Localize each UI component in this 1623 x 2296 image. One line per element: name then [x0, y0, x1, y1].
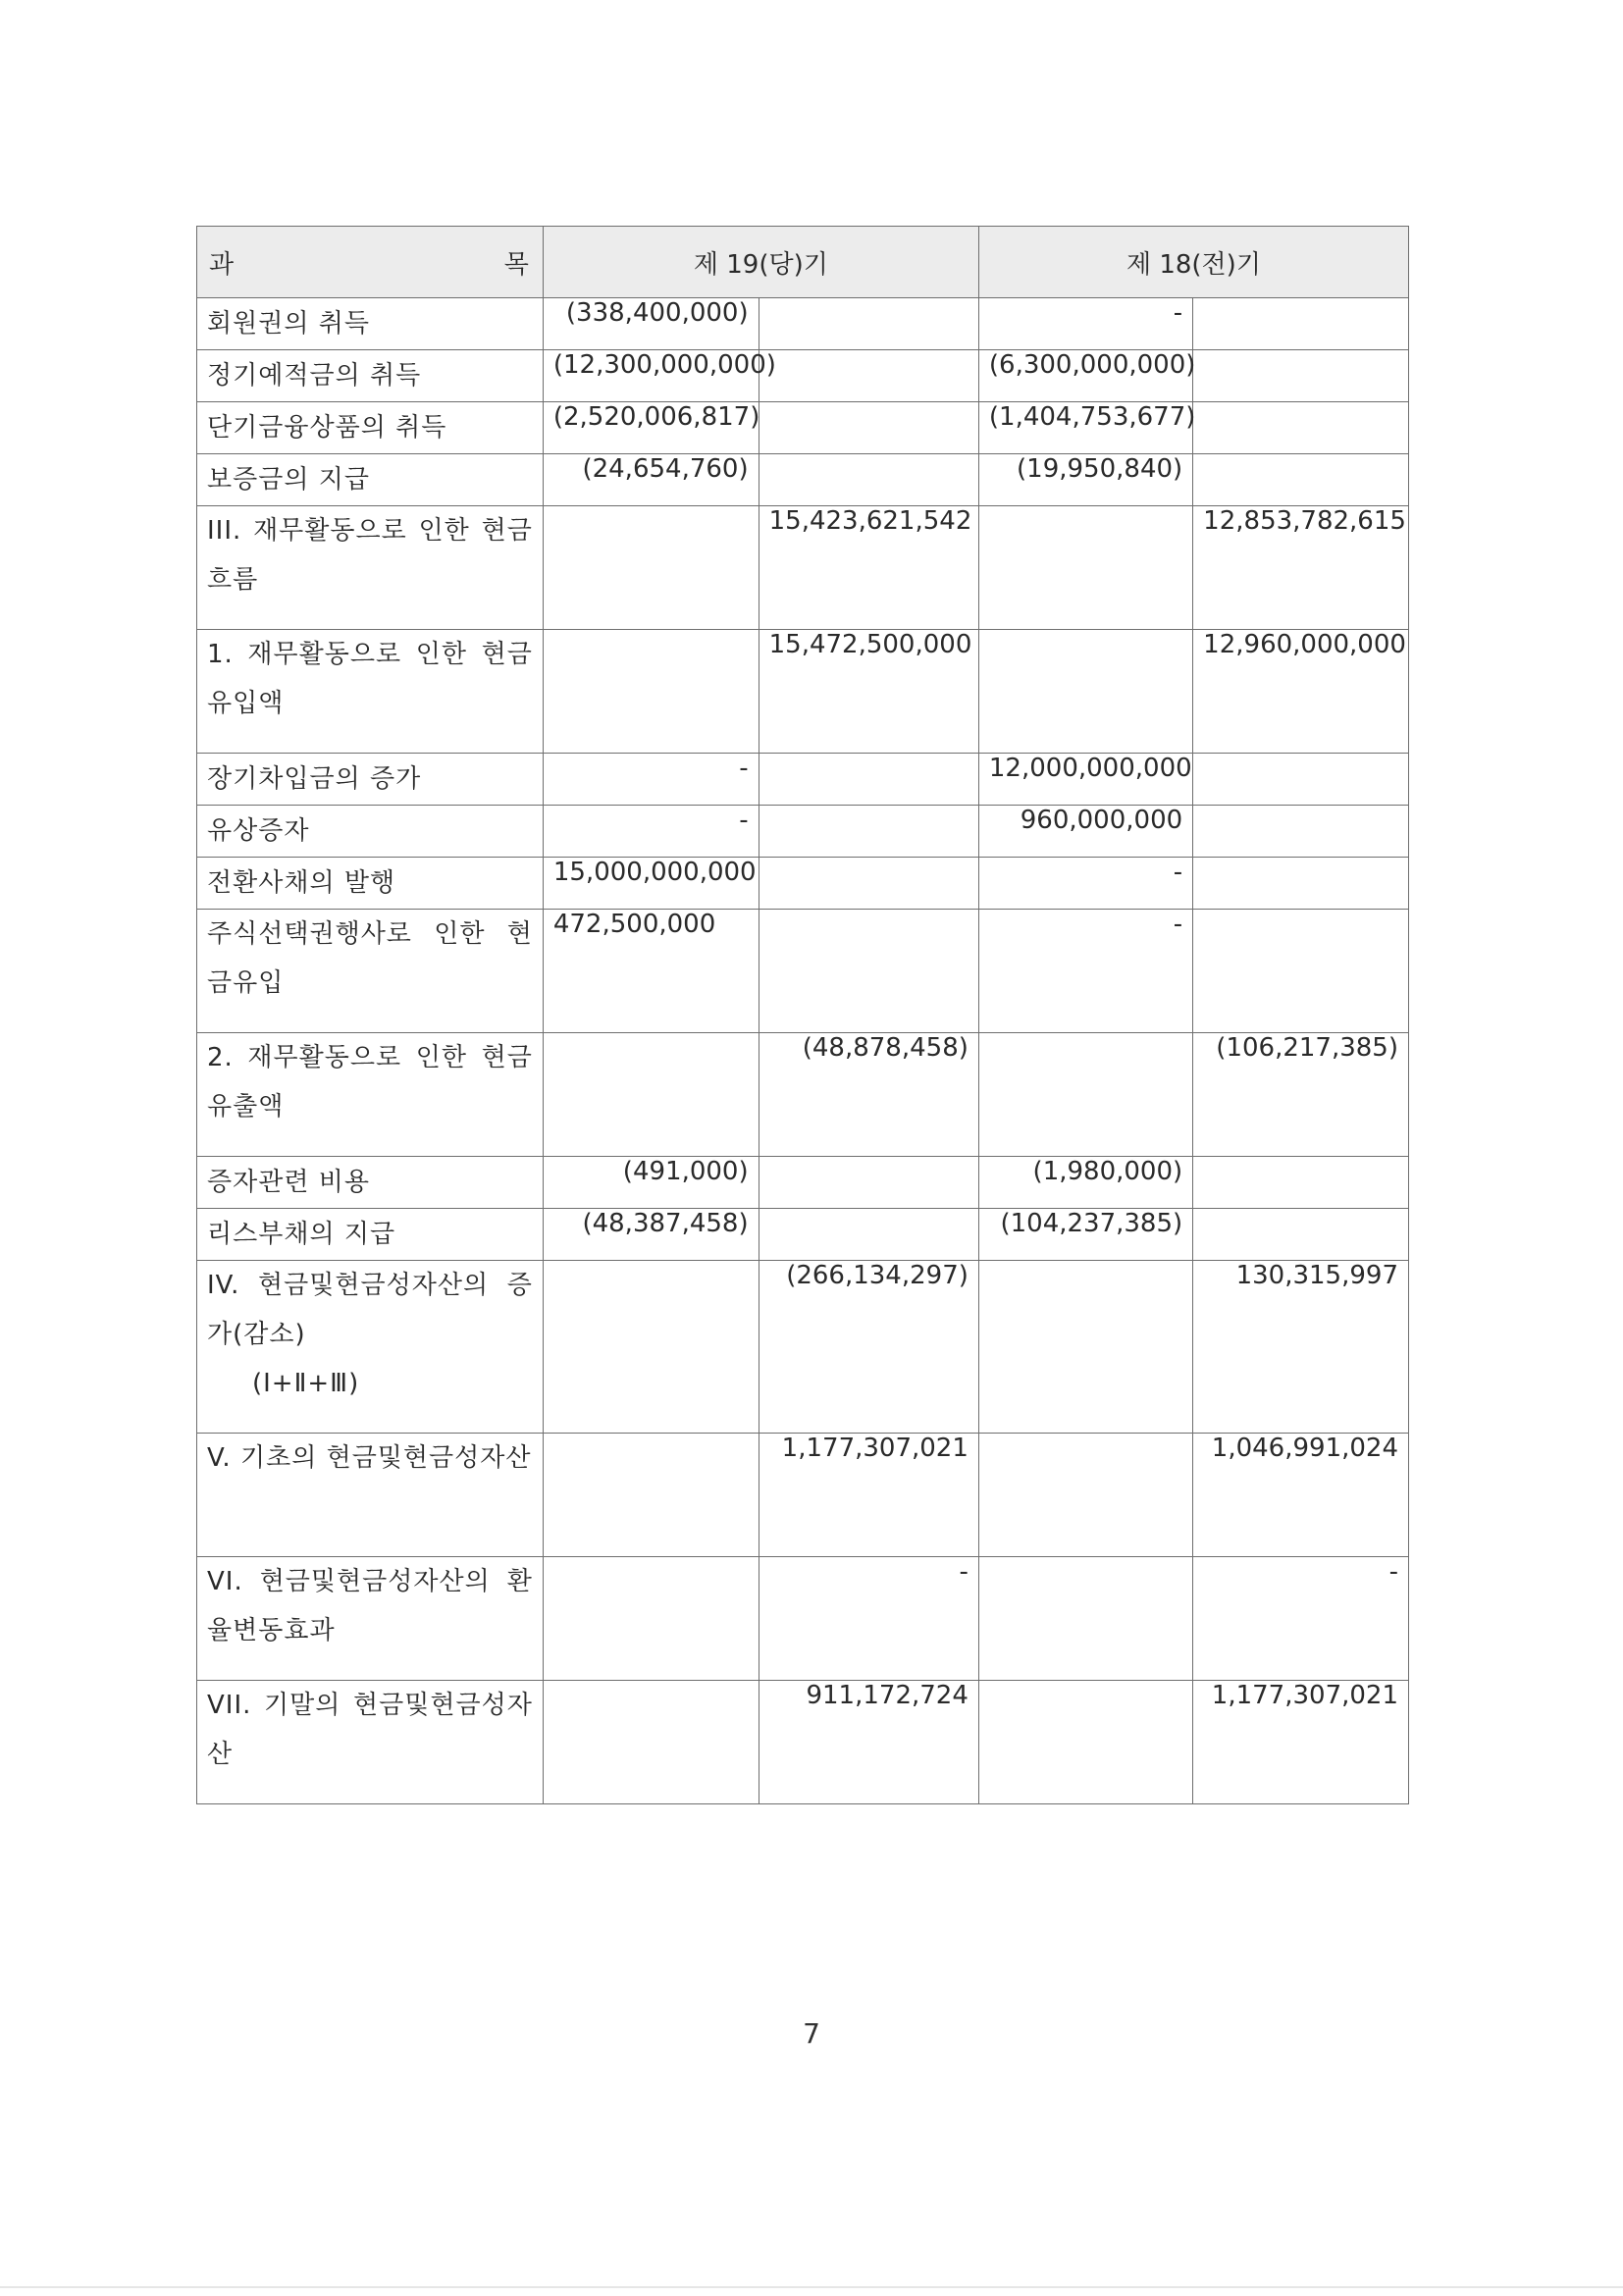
- row-label: 회원권의 취득: [197, 298, 544, 350]
- table-row: [197, 402, 1409, 454]
- table-row: [197, 1681, 1409, 1804]
- table-header-row: [197, 227, 1409, 298]
- table-row: [197, 754, 1409, 806]
- current-detail-value: 15,000,000,000: [543, 858, 759, 910]
- prior-total-value: [1193, 402, 1409, 454]
- row-label: VI. 현금및현금성자산의 환율변동효과: [197, 1557, 544, 1681]
- table-row: [197, 1434, 1409, 1557]
- current-total-value: [759, 806, 978, 858]
- current-detail-value: (2,520,006,817): [543, 402, 759, 454]
- current-detail-value: [543, 1261, 759, 1434]
- table-row: [197, 806, 1409, 858]
- scan-edge-divider: [0, 2286, 1623, 2288]
- prior-detail-value: (1,980,000): [978, 1157, 1192, 1209]
- current-total-value: [759, 298, 978, 350]
- subject-header-left: 과: [209, 249, 235, 280]
- current-detail-value: (24,654,760): [543, 454, 759, 506]
- row-label-formula: (Ⅰ+Ⅱ+Ⅲ): [252, 1369, 360, 1398]
- current-total-value: [759, 350, 978, 402]
- table-row: [197, 1157, 1409, 1209]
- prior-total-value: [1193, 754, 1409, 806]
- prior-total-value: -: [1193, 1557, 1409, 1681]
- row-label: 유상증자: [197, 806, 544, 858]
- row-label: V. 기초의 현금및현금성자산: [197, 1434, 544, 1557]
- current-detail-value: [543, 630, 759, 754]
- current-detail-value: [543, 1033, 759, 1157]
- prior-period-header: 제 18(전)기: [978, 227, 1408, 298]
- current-total-value: -: [759, 1557, 978, 1681]
- current-detail-value: -: [543, 806, 759, 858]
- prior-total-value: [1193, 910, 1409, 1033]
- prior-total-value: 130,315,997: [1193, 1261, 1409, 1434]
- current-total-value: 15,472,500,000: [759, 630, 978, 754]
- current-detail-value: [543, 506, 759, 630]
- prior-detail-value: (1,404,753,677): [978, 402, 1192, 454]
- prior-detail-value: (104,237,385): [978, 1209, 1192, 1261]
- prior-total-value: [1193, 454, 1409, 506]
- subject-header: [197, 227, 544, 298]
- current-total-value: 911,172,724: [759, 1681, 978, 1804]
- prior-detail-value: 12,000,000,000: [978, 754, 1192, 806]
- row-label: IV. 현금및현금성자산의 증가(감소): [207, 1271, 533, 1349]
- prior-total-value: [1193, 1157, 1409, 1209]
- current-total-value: [759, 910, 978, 1033]
- table-row: [197, 1033, 1409, 1157]
- prior-detail-value: [978, 1261, 1192, 1434]
- current-detail-value: [543, 1557, 759, 1681]
- prior-detail-value: [978, 506, 1192, 630]
- current-total-value: [759, 454, 978, 506]
- table-row: [197, 454, 1409, 506]
- row-label: 단기금융상품의 취득: [197, 402, 544, 454]
- prior-total-value: 12,960,000,000: [1193, 630, 1409, 754]
- prior-detail-value: [978, 1434, 1192, 1557]
- row-label: VII. 기말의 현금및현금성자산: [197, 1681, 544, 1804]
- prior-detail-value: (19,950,840): [978, 454, 1192, 506]
- prior-detail-value: -: [978, 858, 1192, 910]
- prior-total-value: 1,177,307,021: [1193, 1681, 1409, 1804]
- current-detail-value: (491,000): [543, 1157, 759, 1209]
- current-detail-value: [543, 1681, 759, 1804]
- table-row: [197, 1261, 1409, 1434]
- table-row: [197, 630, 1409, 754]
- current-total-value: [759, 1157, 978, 1209]
- current-detail-value: 472,500,000: [543, 910, 759, 1033]
- prior-detail-value: -: [978, 910, 1192, 1033]
- current-detail-value: (338,400,000): [543, 298, 759, 350]
- prior-total-value: 12,853,782,615: [1193, 506, 1409, 630]
- row-label: 1. 재무활동으로 인한 현금유입액: [197, 630, 544, 754]
- prior-total-value: [1193, 858, 1409, 910]
- prior-detail-value: [978, 1557, 1192, 1681]
- row-label: 보증금의 지급: [197, 454, 544, 506]
- row-label: 2. 재무활동으로 인한 현금유출액: [197, 1033, 544, 1157]
- prior-total-value: [1193, 298, 1409, 350]
- row-label: 증자관련 비용: [197, 1157, 544, 1209]
- current-detail-value: -: [543, 754, 759, 806]
- prior-total-value: 1,046,991,024: [1193, 1434, 1409, 1557]
- table-row: [197, 1209, 1409, 1261]
- current-total-value: [759, 754, 978, 806]
- current-detail-value: [543, 1434, 759, 1557]
- row-label: 주식선택권행사로 인한 현금유입: [197, 910, 544, 1033]
- prior-detail-value: (6,300,000,000): [978, 350, 1192, 402]
- prior-total-value: (106,217,385): [1193, 1033, 1409, 1157]
- table-row: [197, 858, 1409, 910]
- prior-total-value: [1193, 1209, 1409, 1261]
- current-total-value: [759, 402, 978, 454]
- table-row: [197, 1557, 1409, 1681]
- row-label-cell: [197, 1261, 544, 1434]
- prior-detail-value: [978, 1681, 1192, 1804]
- prior-detail-value: -: [978, 298, 1192, 350]
- current-detail-value: (48,387,458): [543, 1209, 759, 1261]
- current-total-value: 1,177,307,021: [759, 1434, 978, 1557]
- row-label: 리스부채의 지급: [197, 1209, 544, 1261]
- page-number: 7: [803, 2017, 820, 2050]
- cash-flow-table: [196, 226, 1409, 1804]
- current-total-value: [759, 1209, 978, 1261]
- current-total-value: (48,878,458): [759, 1033, 978, 1157]
- current-total-value: (266,134,297): [759, 1261, 978, 1434]
- prior-total-value: [1193, 806, 1409, 858]
- prior-total-value: [1193, 350, 1409, 402]
- table-row: [197, 350, 1409, 402]
- row-label: 장기차입금의 증가: [197, 754, 544, 806]
- prior-detail-value: 960,000,000: [978, 806, 1192, 858]
- row-label: III. 재무활동으로 인한 현금흐름: [197, 506, 544, 630]
- current-total-value: 15,423,621,542: [759, 506, 978, 630]
- row-label: 전환사채의 발행: [197, 858, 544, 910]
- row-label: 정기예적금의 취득: [197, 350, 544, 402]
- prior-detail-value: [978, 1033, 1192, 1157]
- prior-detail-value: [978, 630, 1192, 754]
- current-period-header: 제 19(당)기: [543, 227, 978, 298]
- table-row: [197, 910, 1409, 1033]
- current-total-value: [759, 858, 978, 910]
- subject-header-right: 목: [503, 249, 529, 280]
- table-row: [197, 506, 1409, 630]
- current-detail-value: (12,300,000,000): [543, 350, 759, 402]
- table-row: [197, 298, 1409, 350]
